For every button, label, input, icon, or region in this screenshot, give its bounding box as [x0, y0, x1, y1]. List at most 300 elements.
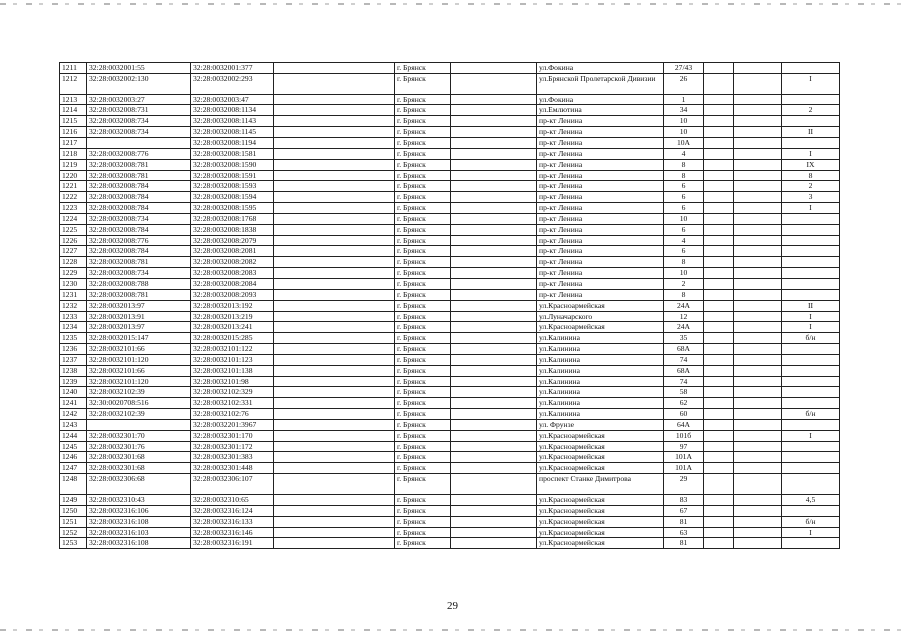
room-cell [782, 257, 840, 268]
table-row [60, 474, 840, 495]
empty-cell [451, 235, 537, 246]
empty-cell [704, 494, 734, 505]
empty-cell [451, 398, 537, 409]
empty-cell [734, 365, 782, 376]
cadastral-building-cell: 32:28:0032316:146 [191, 527, 274, 538]
empty-cell [704, 365, 734, 376]
table-row [60, 354, 840, 365]
city-cell: г. Брянск [395, 376, 451, 387]
cadastral-building-cell: 32:28:0032002:293 [191, 73, 274, 94]
empty-cell [274, 170, 395, 181]
empty-cell [704, 138, 734, 149]
cadastral-building-cell: 32:28:0032008:2082 [191, 257, 274, 268]
cadastral-land-cell: 32:28:0032013:97 [87, 300, 191, 311]
empty-cell [274, 354, 395, 365]
empty-cell [274, 127, 395, 138]
house-number-cell: 8 [664, 257, 704, 268]
room-cell [782, 213, 840, 224]
row-number-cell: 1229 [60, 268, 87, 279]
row-number-cell: 1230 [60, 278, 87, 289]
city-cell: г. Брянск [395, 365, 451, 376]
empty-cell [451, 246, 537, 257]
room-cell: 2 [782, 181, 840, 192]
row-number-cell: 1235 [60, 333, 87, 344]
city-cell: г. Брянск [395, 257, 451, 268]
empty-cell [734, 430, 782, 441]
cadastral-land-cell: 32:28:0032008:781 [87, 289, 191, 300]
room-cell [782, 463, 840, 474]
cadastral-building-cell: 32:28:0032102:331 [191, 398, 274, 409]
empty-cell [451, 300, 537, 311]
room-cell [782, 376, 840, 387]
empty-cell [451, 322, 537, 333]
street-cell: пр-кт Ленина [537, 257, 664, 268]
cadastral-building-cell: 32:28:0032301:170 [191, 430, 274, 441]
street-cell: ул.Калинина [537, 365, 664, 376]
empty-cell [734, 474, 782, 495]
row-number-cell: 1225 [60, 224, 87, 235]
room-cell [782, 505, 840, 516]
street-cell: пр-кт Ленина [537, 138, 664, 149]
table-row [60, 170, 840, 181]
empty-cell [734, 419, 782, 430]
empty-cell [704, 203, 734, 214]
empty-cell [704, 430, 734, 441]
empty-cell [274, 505, 395, 516]
city-cell: г. Брянск [395, 398, 451, 409]
street-cell: ул.Красноармейская [537, 505, 664, 516]
house-number-cell: 8 [664, 170, 704, 181]
empty-cell [451, 159, 537, 170]
row-number-cell: 1221 [60, 181, 87, 192]
cadastral-land-cell: 32:28:0032101:66 [87, 365, 191, 376]
empty-cell [704, 344, 734, 355]
city-cell: г. Брянск [395, 494, 451, 505]
street-cell: пр-кт Ленина [537, 127, 664, 138]
empty-cell [451, 354, 537, 365]
empty-cell [704, 322, 734, 333]
street-cell: проспект Станке Димитрова [537, 474, 664, 495]
room-cell: б/н [782, 333, 840, 344]
room-cell [782, 289, 840, 300]
table-row [60, 516, 840, 527]
empty-cell [734, 344, 782, 355]
cadastral-building-cell: 32:28:0032201:3967 [191, 419, 274, 430]
cadastral-building-cell: 32:28:0032301:383 [191, 452, 274, 463]
street-cell: пр-кт Ленина [537, 148, 664, 159]
city-cell: г. Брянск [395, 73, 451, 94]
room-cell: 2 [782, 105, 840, 116]
room-cell [782, 116, 840, 127]
empty-cell [274, 463, 395, 474]
table-row [60, 322, 840, 333]
street-cell: ул.Калинина [537, 344, 664, 355]
row-number-cell: 1228 [60, 257, 87, 268]
empty-cell [704, 213, 734, 224]
cadastral-land-cell: 32:28:0032306:68 [87, 474, 191, 495]
empty-cell [704, 192, 734, 203]
street-cell: ул.Красноармейская [537, 538, 664, 549]
house-number-cell: 10 [664, 127, 704, 138]
cadastral-land-cell: 32:28:0032008:734 [87, 127, 191, 138]
room-cell [782, 63, 840, 74]
empty-cell [704, 300, 734, 311]
table-row [60, 398, 840, 409]
cadastral-land-cell: 32:28:0032102:39 [87, 409, 191, 420]
room-cell [782, 398, 840, 409]
house-number-cell: 10 [664, 213, 704, 224]
cadastral-land-cell [87, 419, 191, 430]
cadastral-building-cell: 32:28:0032008:1591 [191, 170, 274, 181]
table-row [60, 311, 840, 322]
cadastral-building-cell: 32:28:0032102:329 [191, 387, 274, 398]
table-row [60, 235, 840, 246]
empty-cell [451, 278, 537, 289]
table-row [60, 289, 840, 300]
house-number-cell: 58 [664, 387, 704, 398]
empty-cell [734, 452, 782, 463]
room-cell: 4,5 [782, 494, 840, 505]
empty-cell [734, 409, 782, 420]
empty-cell [704, 94, 734, 105]
scan-top-edge [0, 3, 905, 5]
city-cell: г. Брянск [395, 474, 451, 495]
empty-cell [274, 398, 395, 409]
row-number-cell: 1239 [60, 376, 87, 387]
empty-cell [734, 105, 782, 116]
city-cell: г. Брянск [395, 235, 451, 246]
empty-cell [451, 494, 537, 505]
empty-cell [704, 505, 734, 516]
street-cell: пр-кт Ленина [537, 278, 664, 289]
cadastral-land-cell: 32:28:0032008:784 [87, 181, 191, 192]
cadastral-building-cell: 32:28:0032008:1194 [191, 138, 274, 149]
cadastral-land-cell: 32:28:0032008:734 [87, 268, 191, 279]
city-cell: г. Брянск [395, 289, 451, 300]
empty-cell [734, 494, 782, 505]
table-row [60, 430, 840, 441]
city-cell: г. Брянск [395, 159, 451, 170]
cadastral-land-cell: 32:28:0032101:120 [87, 376, 191, 387]
house-number-cell: 83 [664, 494, 704, 505]
empty-cell [704, 474, 734, 495]
cadastral-building-cell: 32:28:0032015:285 [191, 333, 274, 344]
empty-cell [734, 63, 782, 74]
table-row [60, 246, 840, 257]
cadastral-land-cell: 32:28:0032316:103 [87, 527, 191, 538]
house-number-cell: 29 [664, 474, 704, 495]
table-row [60, 105, 840, 116]
room-cell [782, 452, 840, 463]
table-row [60, 73, 840, 94]
city-cell: г. Брянск [395, 527, 451, 538]
city-cell: г. Брянск [395, 116, 451, 127]
row-number-cell: 1234 [60, 322, 87, 333]
empty-cell [734, 516, 782, 527]
cadastral-land-cell: 32:28:0032013:97 [87, 322, 191, 333]
table-row [60, 94, 840, 105]
empty-cell [734, 538, 782, 549]
house-number-cell: 4 [664, 148, 704, 159]
empty-cell [704, 170, 734, 181]
cadastral-land-cell: 32:28:0032008:784 [87, 203, 191, 214]
empty-cell [734, 203, 782, 214]
room-cell: II [782, 127, 840, 138]
empty-cell [274, 159, 395, 170]
street-cell: пр-кт Ленина [537, 159, 664, 170]
house-number-cell: 10 [664, 116, 704, 127]
empty-cell [451, 63, 537, 74]
empty-cell [274, 376, 395, 387]
city-cell: г. Брянск [395, 354, 451, 365]
house-number-cell: 63 [664, 527, 704, 538]
city-cell: г. Брянск [395, 246, 451, 257]
room-cell [782, 278, 840, 289]
empty-cell [451, 474, 537, 495]
empty-cell [451, 452, 537, 463]
street-cell: ул.Калинина [537, 333, 664, 344]
empty-cell [734, 322, 782, 333]
empty-cell [704, 354, 734, 365]
table-row [60, 505, 840, 516]
empty-cell [451, 192, 537, 203]
empty-cell [451, 170, 537, 181]
empty-cell [704, 148, 734, 159]
cadastral-building-cell: 32:28:0032008:2084 [191, 278, 274, 289]
table-row [60, 138, 840, 149]
room-cell: 3 [782, 192, 840, 203]
room-cell [782, 268, 840, 279]
empty-cell [704, 311, 734, 322]
street-cell: ул.Калинина [537, 398, 664, 409]
empty-cell [704, 333, 734, 344]
cadastral-building-cell: 32:28:0032008:1768 [191, 213, 274, 224]
empty-cell [704, 235, 734, 246]
empty-cell [734, 441, 782, 452]
table-row [60, 463, 840, 474]
table-body [60, 63, 840, 549]
row-number-cell: 1244 [60, 430, 87, 441]
house-number-cell: 2 [664, 278, 704, 289]
room-cell [782, 354, 840, 365]
room-cell [782, 94, 840, 105]
room-cell: б/н [782, 409, 840, 420]
city-cell: г. Брянск [395, 203, 451, 214]
table-row [60, 159, 840, 170]
cadastral-land-cell: 32:28:0032101:120 [87, 354, 191, 365]
empty-cell [734, 398, 782, 409]
city-cell: г. Брянск [395, 538, 451, 549]
empty-cell [451, 516, 537, 527]
house-number-cell: 62 [664, 398, 704, 409]
empty-cell [734, 213, 782, 224]
table-row [60, 268, 840, 279]
row-number-cell: 1240 [60, 387, 87, 398]
empty-cell [274, 192, 395, 203]
table-row [60, 376, 840, 387]
house-number-cell: 6 [664, 224, 704, 235]
empty-cell [451, 105, 537, 116]
empty-cell [451, 257, 537, 268]
cadastral-land-cell: 32:30:0020708:516 [87, 398, 191, 409]
city-cell: г. Брянск [395, 181, 451, 192]
city-cell: г. Брянск [395, 516, 451, 527]
cadastral-building-cell: 32:28:0032102:76 [191, 409, 274, 420]
empty-cell [274, 300, 395, 311]
cadastral-land-cell: 32:28:0032008:734 [87, 116, 191, 127]
house-number-cell: 24А [664, 300, 704, 311]
empty-cell [451, 527, 537, 538]
table-row [60, 419, 840, 430]
row-number-cell: 1227 [60, 246, 87, 257]
empty-cell [704, 181, 734, 192]
empty-cell [451, 376, 537, 387]
street-cell: ул.Калинина [537, 409, 664, 420]
cadastral-land-cell: 32:28:0032301:68 [87, 452, 191, 463]
cadastral-land-cell: 32:28:0032310:43 [87, 494, 191, 505]
empty-cell [704, 516, 734, 527]
street-cell: пр-кт Ленина [537, 203, 664, 214]
empty-cell [704, 527, 734, 538]
cadastral-building-cell: 32:28:0032001:377 [191, 63, 274, 74]
cadastral-building-cell: 32:28:0032316:133 [191, 516, 274, 527]
room-cell [782, 246, 840, 257]
house-number-cell: 101А [664, 463, 704, 474]
cadastral-building-cell: 32:28:0032101:122 [191, 344, 274, 355]
cadastral-land-cell: 32:28:0032001:55 [87, 63, 191, 74]
empty-cell [734, 311, 782, 322]
empty-cell [734, 257, 782, 268]
house-number-cell: 68А [664, 365, 704, 376]
cadastral-land-cell: 32:28:0032013:91 [87, 311, 191, 322]
empty-cell [734, 138, 782, 149]
room-cell: б/н [782, 516, 840, 527]
table-row [60, 387, 840, 398]
empty-cell [451, 73, 537, 94]
row-number-cell: 1223 [60, 203, 87, 214]
house-number-cell: 35 [664, 333, 704, 344]
street-cell: ул.Фокина [537, 94, 664, 105]
city-cell: г. Брянск [395, 278, 451, 289]
empty-cell [704, 63, 734, 74]
house-number-cell: 81 [664, 538, 704, 549]
house-number-cell: 64А [664, 419, 704, 430]
street-cell: ул.Красноармейская [537, 300, 664, 311]
empty-cell [734, 116, 782, 127]
empty-cell [704, 73, 734, 94]
empty-cell [274, 73, 395, 94]
empty-cell [704, 463, 734, 474]
empty-cell [734, 181, 782, 192]
empty-cell [274, 419, 395, 430]
street-cell: ул.Красноармейская [537, 441, 664, 452]
empty-cell [734, 354, 782, 365]
cadastral-land-cell: 32:28:0032316:106 [87, 505, 191, 516]
empty-cell [451, 268, 537, 279]
row-number-cell: 1243 [60, 419, 87, 430]
empty-cell [274, 224, 395, 235]
street-cell: пр-кт Ленина [537, 289, 664, 300]
row-number-cell: 1248 [60, 474, 87, 495]
empty-cell [704, 246, 734, 257]
row-number-cell: 1212 [60, 73, 87, 94]
table-row [60, 224, 840, 235]
empty-cell [734, 224, 782, 235]
empty-cell [274, 257, 395, 268]
cadastral-building-cell: 32:28:0032316:124 [191, 505, 274, 516]
empty-cell [451, 419, 537, 430]
city-cell: г. Брянск [395, 170, 451, 181]
cadastral-building-cell: 32:28:0032008:1594 [191, 192, 274, 203]
city-cell: г. Брянск [395, 441, 451, 452]
cadastral-land-cell: 32:28:0032015:147 [87, 333, 191, 344]
empty-cell [274, 246, 395, 257]
cadastral-building-cell: 32:28:0032008:1838 [191, 224, 274, 235]
house-number-cell: 97 [664, 441, 704, 452]
table-row [60, 63, 840, 74]
cadastral-land-cell: 32:28:0032101:66 [87, 344, 191, 355]
row-number-cell: 1217 [60, 138, 87, 149]
cadastral-building-cell: 32:28:0032008:2081 [191, 246, 274, 257]
room-cell: I [782, 148, 840, 159]
cadastral-land-cell: 32:28:0032301:76 [87, 441, 191, 452]
cadastral-building-cell: 32:28:0032013:192 [191, 300, 274, 311]
table-row [60, 181, 840, 192]
city-cell: г. Брянск [395, 105, 451, 116]
city-cell: г. Брянск [395, 268, 451, 279]
cadastral-building-cell: 32:28:0032301:448 [191, 463, 274, 474]
empty-cell [274, 474, 395, 495]
table-row [60, 527, 840, 538]
empty-cell [704, 278, 734, 289]
empty-cell [451, 138, 537, 149]
street-cell: ул.Красноармейская [537, 322, 664, 333]
table-row [60, 344, 840, 355]
room-cell [782, 387, 840, 398]
house-number-cell: 101б [664, 430, 704, 441]
room-cell: I [782, 73, 840, 94]
empty-cell [274, 430, 395, 441]
empty-cell [704, 398, 734, 409]
empty-cell [704, 127, 734, 138]
row-number-cell: 1249 [60, 494, 87, 505]
room-cell [782, 441, 840, 452]
empty-cell [734, 300, 782, 311]
city-cell: г. Брянск [395, 409, 451, 420]
street-cell: пр-кт Ленина [537, 246, 664, 257]
cadastral-building-cell: 32:28:0032008:1595 [191, 203, 274, 214]
street-cell: ул.Луначарского [537, 311, 664, 322]
house-number-cell: 6 [664, 192, 704, 203]
row-number-cell: 1253 [60, 538, 87, 549]
cadastral-land-cell: 32:28:0032008:784 [87, 192, 191, 203]
street-cell: ул.Емлютина [537, 105, 664, 116]
room-cell [782, 365, 840, 376]
cadastral-building-cell: 32:28:0032101:123 [191, 354, 274, 365]
table-row [60, 127, 840, 138]
row-number-cell: 1219 [60, 159, 87, 170]
city-cell: г. Брянск [395, 213, 451, 224]
empty-cell [704, 376, 734, 387]
row-number-cell: 1241 [60, 398, 87, 409]
city-cell: г. Брянск [395, 300, 451, 311]
empty-cell [451, 505, 537, 516]
empty-cell [734, 527, 782, 538]
city-cell: г. Брянск [395, 463, 451, 474]
city-cell: г. Брянск [395, 322, 451, 333]
empty-cell [274, 289, 395, 300]
room-cell [782, 538, 840, 549]
